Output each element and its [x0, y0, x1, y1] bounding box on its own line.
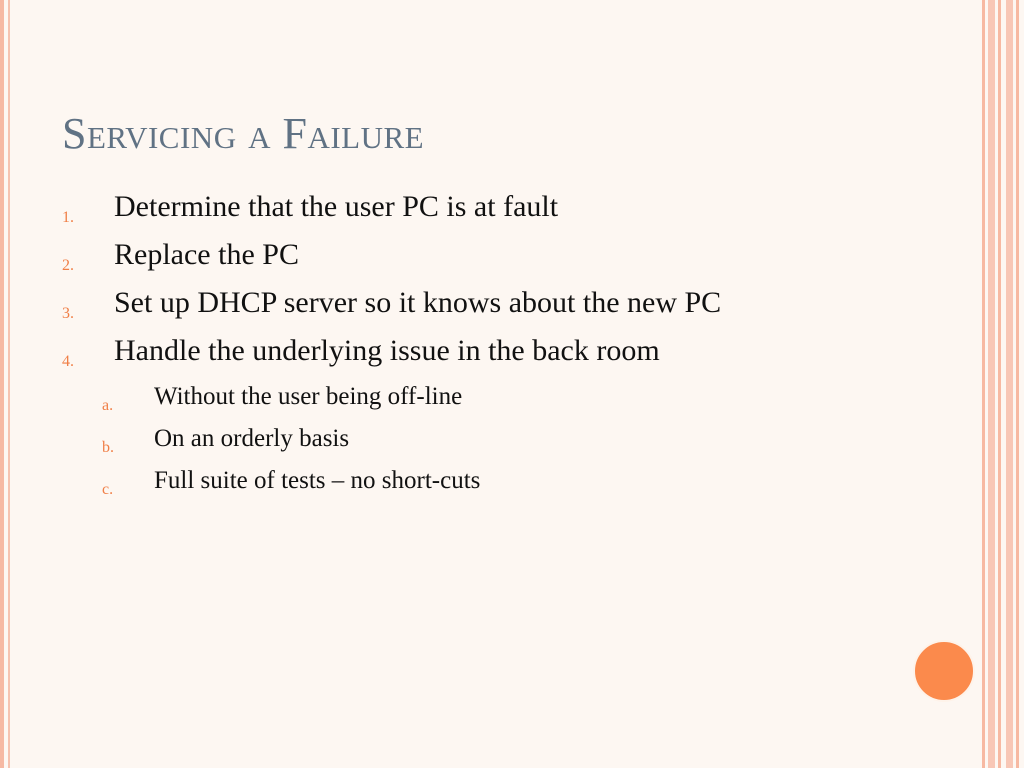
- right-border-stripe: [988, 0, 995, 768]
- right-border-stripe: [1006, 0, 1013, 768]
- list-marker: 2.: [62, 257, 74, 274]
- sub-list-marker: c.: [102, 481, 114, 498]
- sub-list-item: [62, 463, 882, 499]
- sub-list-marker: b.: [102, 439, 114, 456]
- left-border-stripe: [0, 0, 4, 768]
- list-item-text: Handle the underlying issue in the back room: [114, 334, 660, 367]
- list-item: [62, 331, 882, 371]
- right-border-stripe: [998, 0, 1001, 768]
- left-border-stripe-inner: [8, 0, 10, 768]
- list-item-text: Replace the PC: [114, 238, 299, 271]
- decorative-circle: [913, 640, 975, 702]
- right-border-stripe: [1016, 0, 1019, 768]
- right-border-stripe: [982, 0, 985, 768]
- list-item: [62, 187, 882, 227]
- sub-list-item-text: Full suite of tests – no short-cuts: [154, 467, 481, 494]
- list-marker: 4.: [62, 353, 74, 370]
- list-item-text: Determine that the user PC is at fault: [114, 190, 559, 223]
- list-item-text: Set up DHCP server so it knows about the new PC: [114, 286, 722, 319]
- list-marker: 3.: [62, 305, 74, 322]
- list-item: [62, 235, 882, 275]
- sub-list-item-text: Without the user being off-line: [154, 383, 463, 410]
- bullet-list: [62, 187, 882, 505]
- sub-list-item: [62, 421, 882, 457]
- sub-list-marker: a.: [102, 397, 114, 414]
- sub-list-item: [62, 379, 882, 415]
- list-item: [62, 283, 882, 323]
- sub-list-item-text: On an orderly basis: [154, 425, 350, 452]
- list-marker: 1.: [62, 209, 74, 226]
- slide-title: Servicing a Failure: [62, 109, 425, 158]
